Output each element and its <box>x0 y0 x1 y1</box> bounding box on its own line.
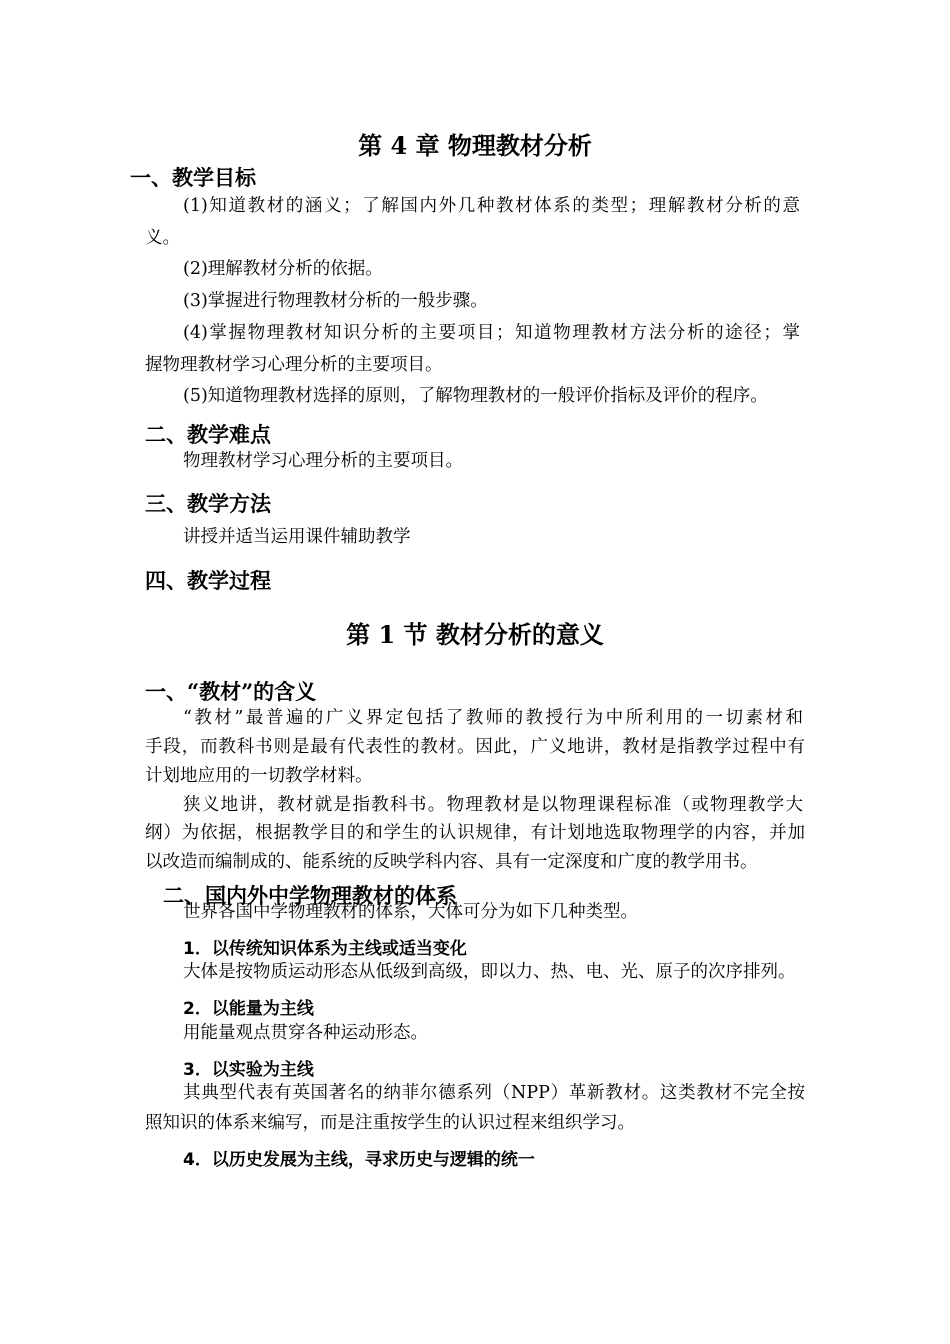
system-type-title: 2．以能量为主线 <box>183 999 314 1019</box>
systems-intro: 世界各国中学物理教材的体系，大体可分为如下几种类型。 <box>183 902 638 922</box>
process-heading: 四、教学过程 <box>145 568 271 593</box>
method-text: 讲授并适当运用课件辅助教学 <box>183 527 411 547</box>
objective-line: 握物理教材学习心理分析的主要项目。 <box>145 355 443 375</box>
objective-line: (3)掌握进行物理教材分析的一般步骤。 <box>183 291 488 311</box>
system-type-text: 其典型代表有英国著名的纳菲尔德系列（NPP）革新教材。这类教材不完全按 <box>183 1083 805 1103</box>
objective-line: (5)知道物理教材选择的原则，了解物理教材的一般评价指标及评价的程序。 <box>183 386 768 406</box>
system-type-title: 3．以实验为主线 <box>183 1060 314 1080</box>
section-title: 第 1 节 教材分析的意义 <box>346 620 604 649</box>
difficulty-text: 物理教材学习心理分析的主要项目。 <box>183 451 463 471</box>
method-heading: 三、教学方法 <box>145 491 271 516</box>
objective-line: (1)知道教材的涵义；了解国内外几种教材体系的类型；理解教材分析的意 <box>183 196 800 216</box>
objective-line: 义。 <box>145 228 180 248</box>
difficulty-heading: 二、教学难点 <box>145 422 271 447</box>
meaning-line: 狭义地讲，教材就是指教科书。物理教材是以物理课程标准（或物理教学大 <box>183 795 803 815</box>
meaning-line: 手段，而教科书则是最有代表性的教材。因此，广义地讲，教材是指教学过程中有 <box>145 737 805 757</box>
meaning-line: 以改造而编制成的、能系统的反映学科内容、具有一定深度和广度的教学用书。 <box>145 852 758 872</box>
objective-line: (4)掌握物理教材知识分析的主要项目；知道物理教材方法分析的途径；掌 <box>183 323 800 343</box>
system-type-text: 用能量观点贯穿各种运动形态。 <box>183 1023 428 1043</box>
system-type-title: 1．以传统知识体系为主线或适当变化 <box>183 939 467 959</box>
meaning-line: “教材”最普遍的广义界定包括了教师的教授行为中所利用的一切素材和 <box>183 708 803 728</box>
objective-line: (2)理解教材分析的依据。 <box>183 259 383 279</box>
system-type-text: 照知识的体系来编写，而是注重按学生的认识过程来组织学习。 <box>145 1113 635 1133</box>
system-type-text: 大体是按物质运动形态从低级到高级，即以力、热、电、光、原子的次序排列。 <box>183 962 796 982</box>
meaning-line: 计划地应用的一切教学材料。 <box>145 766 373 786</box>
systems-heading: 二、国内外中学物理教材的体系 <box>163 883 457 908</box>
chapter-title: 第 4 章 物理教材分析 <box>358 131 592 160</box>
system-type-title: 4．以历史发展为主线，寻求历史与逻辑的统一 <box>183 1150 535 1170</box>
meaning-heading: 一、“教材”的含义 <box>145 679 317 704</box>
objectives-heading: 一、教学目标 <box>130 165 256 190</box>
meaning-line: 纲）为依据，根据教学目的和学生的认识规律，有计划地选取物理学的内容，并加 <box>145 823 805 843</box>
